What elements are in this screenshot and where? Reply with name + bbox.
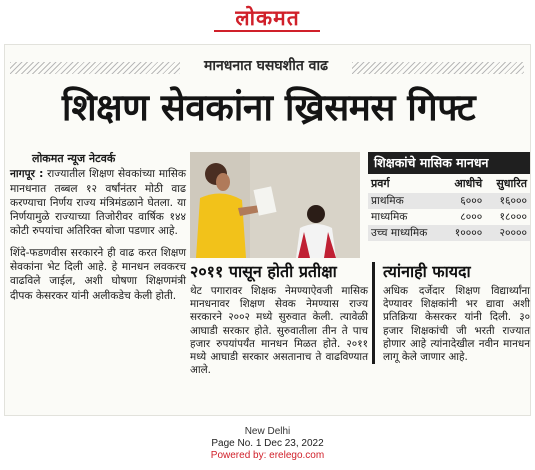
second-paragraph: शिंदे-फडणवीस सरकारने ही वाढ करत शिक्षण सेवकांना भेट दिली आहे. हे मानधन लवकरच वाढविले जाईल, अशी घोषणा शिक्षणमंत्री दीपक केसरकर यांनी अलीकडेच केली होती.	[10, 246, 186, 302]
table-row	[368, 209, 530, 225]
byline: लोकमत न्यूज नेटवर्क	[32, 152, 116, 165]
section-body-benefit: अधिक दर्जेदार शिक्षण विद्यार्थ्यांना देण्यावर शिक्षकांनी भर द्यावा अशी प्रतिक्रिया केसरकर यांनी दिली. ३० हजार शिक्षकांची जी भरती राज्यात होणार आहे त्यांनादेखील नवीन मानधन लागू केले जाणार आहे.	[383, 285, 530, 364]
footer-city: New Delhi	[244, 426, 291, 437]
lead-paragraph	[10, 167, 186, 238]
col-header-previous: आधीचे	[454, 177, 483, 190]
col-header-category: प्रवर्ग	[371, 177, 390, 190]
classroom-photo	[190, 152, 360, 258]
section-body-2011: थेट पगारावर शिक्षक नेमण्याऐवजी मासिक मानधनावर शिक्षण सेवक नेमण्यास राज्य सरकारने २००२ मध्ये सुरुवात केली. त्यावेळी आघाडी सरकार होते. सुरुवातीला तीन ते पाच हजार रुपयांपर्यंत मानधन मिळत होते. २०११ मध्ये आघाडी सरकार असतानाच ते वाढविण्यात आले.	[190, 285, 368, 377]
footer-powered-by[interactable]: Powered by: erelego.com	[210, 450, 325, 461]
table-cell: प्राथमिक	[368, 193, 444, 209]
table-cell: १८०००	[499, 211, 527, 223]
footer-page-date: Page No. 1 Dec 23, 2022	[211, 438, 324, 449]
table-row	[368, 225, 530, 241]
section-heading-benefit: त्यांनाही फायदा	[383, 262, 471, 281]
lead-text: राज्यातील शिक्षण सेवकांच्या मासिक मानधनात तब्बल १२ वर्षांनंतर मोठी वाढ करण्याचा निर्णय राज्य मंत्रिमंडळाने घेतला. या निर्णयामुळे राज्याच्या तिजोरीवर वार्षिक १४४ कोटी रुपयांचा अतिरिक्त बोजा पडणार आहे.	[10, 168, 186, 238]
table-cell: १००००	[444, 225, 485, 241]
kicker-hatch-right	[352, 62, 524, 74]
masthead-logo: लोकमत	[235, 6, 300, 30]
article-column-right	[372, 262, 530, 364]
salary-table	[368, 174, 530, 241]
salary-table-box	[368, 152, 530, 254]
table-cell: उच्च माध्यमिक	[368, 225, 444, 241]
table-row	[368, 193, 530, 209]
classroom-photo-illustration	[190, 152, 360, 258]
kicker-hatch-left	[10, 62, 180, 74]
dateline: नागपूर :	[10, 168, 44, 181]
table-cell: १६०००	[485, 193, 530, 209]
table-cell: २००००	[485, 225, 530, 241]
col-header-revised: सुधारित	[496, 177, 527, 190]
article-column-left	[10, 152, 186, 303]
salary-table-title: शिक्षकांचे मासिक मानधन	[368, 152, 530, 174]
page-footer	[0, 426, 535, 462]
article-column-middle	[190, 262, 368, 377]
table-cell: ८०००	[460, 211, 483, 223]
masthead-divider	[214, 30, 320, 32]
article-kicker: मानधनात घसघशीत वाढ	[204, 58, 328, 74]
table-cell: माध्यमिक	[371, 211, 408, 223]
section-heading-2011: २०११ पासून होती प्रतीक्षा	[190, 262, 337, 281]
table-header-row	[368, 174, 530, 193]
table-cell: ६०००	[444, 193, 485, 209]
article-headline: शिक्षण सेवकांना ख्रिसमस गिफ्ट	[61, 86, 476, 129]
